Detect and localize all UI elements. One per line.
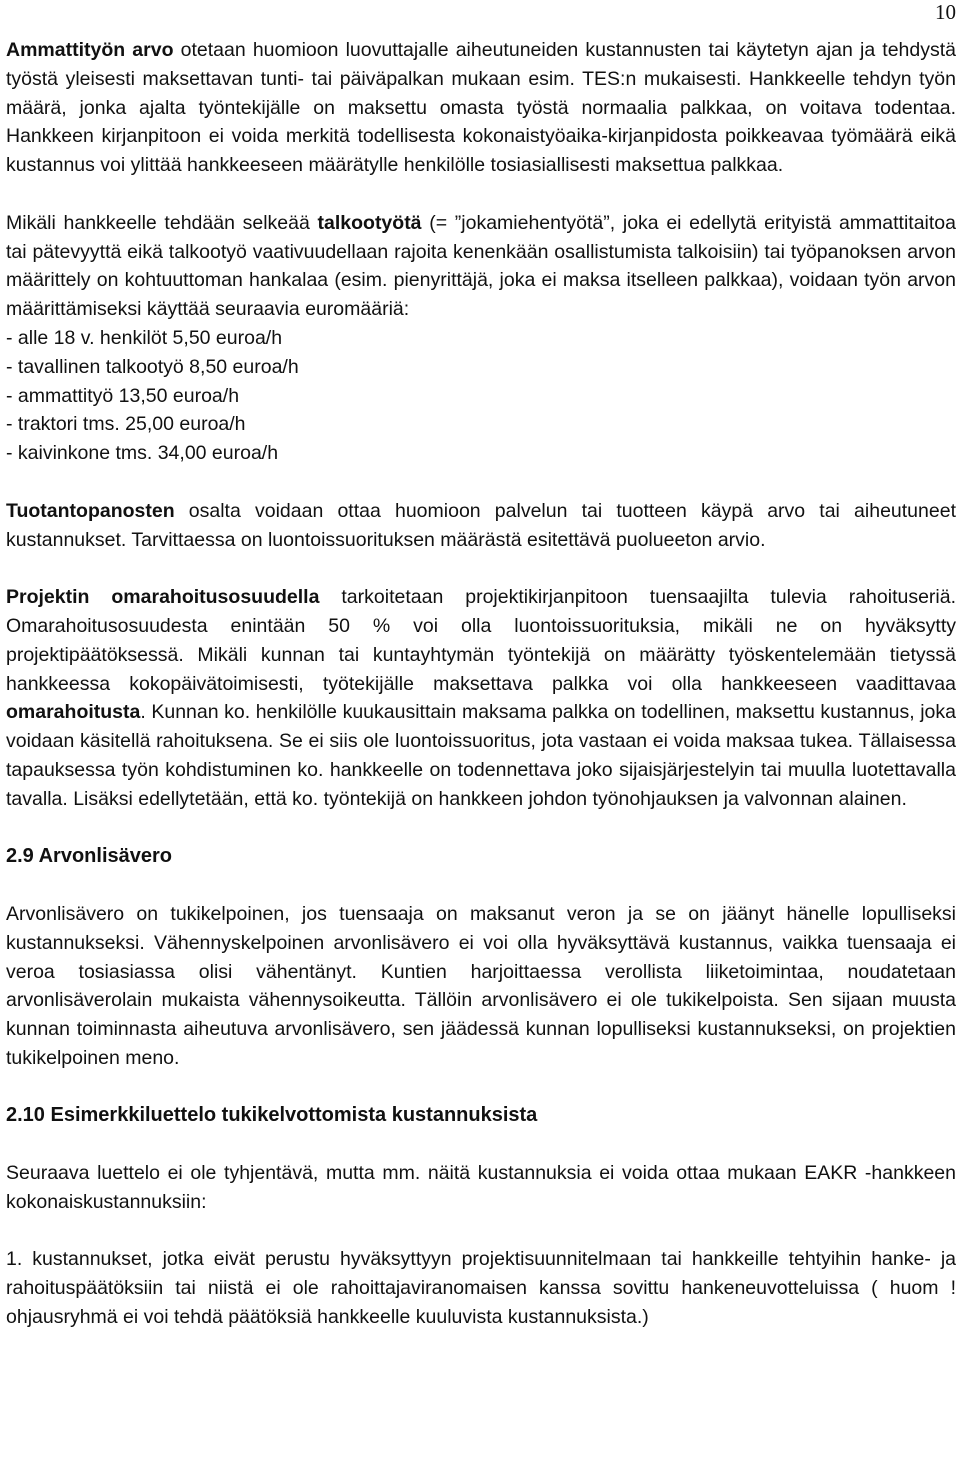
term-talkootyota: talkootyötä (317, 211, 422, 234)
paragraph-arvonlisavero: Arvonlisävero on tukikelpoinen, jos tuensaaja on maksanut veron ja se on jäänyt hänelle lopulliseksi kustannukseksi. Vähennyskelpoinen arvonlisävero ei voi olla hyväksyttävä kustannus, vaikka tuensaaja ei veroa tosiasiassa olisi vähentänyt. Kuntien harjoittaessa verollista liiketoimintaa, noudatetaan arvonlisäverolain mukaista vähennysoikeutta. Tällöin arvonlisävero ei ole tukikelpoista. Sen sijaan muusta kunnan toiminnasta aiheutuva arvonlisävero, sen jäädessä kunnan lopulliseksi kustannukseksi, on projektien tukikelpoinen meno. (6, 902, 956, 1069)
rate-item: - tavallinen talkootyö 8,50 euroa/h (6, 355, 299, 378)
rate-item: - traktori tms. 25,00 euroa/h (6, 413, 246, 436)
paragraph-tuotantopanokset (6, 497, 956, 555)
paragraph-ammattityo (6, 36, 956, 180)
paragraph-omarahoitus (6, 583, 956, 813)
section-heading-2-10: 2.10 Esimerkkiluettelo tukikelvottomista kustannuksista (6, 1104, 538, 1127)
rate-list (6, 324, 956, 468)
rate-item: - alle 18 v. henkilöt 5,50 euroa/h (6, 326, 283, 349)
paragraph-talkootyo (6, 209, 956, 468)
paragraph-lead: Mikäli hankkeelle tehdään selkeää (6, 211, 318, 234)
term-omarahoitusta: omarahoitusta (6, 701, 141, 724)
section-heading-2-9: 2.9 Arvonlisävero (6, 845, 173, 868)
paragraph-text: otetaan huomioon luovuttajalle aiheutuneiden kustannusten tai käytetyn ajan ja tehdystä työstä yleisesti maksettavan tunti- tai päiväpalkan mukaan esim. TES:n mukaisesti. Hankkeelle tehdyn työn määrä, jonka ajalta työntekijälle on maksettu omasta työstä normaalia palkkaa, on voitava todentaa. Hankkeen kirjanpitoon ei voida merkitä todellisesta kokonaistyöaika-kirjanpidosta poikkeavaa työmäärä eikä kustannus voi ylittää hankkeeseen määrätylle henkilölle tosiasiallisesti maksettua palkkaa. (6, 39, 957, 177)
paragraph-text: tarkoitetaan projektikirjanpitoon tuensaajilta tulevia rahoituseriä. Omarahoitusosuudesta enintään 50 % voi olla luontoissuorituksia, mikäli ne on hyväksytty projektipäätöksessä. Mikäli kunnan tai kuntayhtymän työntekijä on määrätty työskentelemään tietyssä hankkeessa kokopäivätoimisesti, työtekijälle maksettava palkka voi olla hankkeeseen vaadittavaa (6, 586, 957, 695)
page-number: 10 (935, 0, 956, 24)
paragraph-text: osalta voidaan ottaa huomioon palvelun tai tuotteen käypä arvo tai aiheutuneet kustannukset. Tarvittaessa on luontoissuorituksen määrästä esitettävä puolueeton arvio. (6, 499, 956, 551)
rate-item: - ammattityö 13,50 euroa/h (6, 384, 240, 407)
term-projektin-omarahoitusosuudella: Projektin omarahoitusosuudella (6, 586, 320, 609)
paragraph-text: . Kunnan ko. henkilölle kuukausittain maksama palkka on todellinen, maksettu kustannus, joka voidaan käsitellä rahoituksena. Se ei siis ole luontoissuoritus, jota vastaan ei voida maksaa tukea. Tällaisessa tapauksessa työn kohdistuminen ko. hankkeelle on todennettava joko sijaisjärjestelyin tai muulla luotettavalla tavalla. Lisäksi edellytetään, että ko. työntekijä on hankkeen johdon työnohjauksen ja valvonnan alainen. (6, 701, 956, 810)
term-ammattityon-arvo: Ammattityön arvo (6, 39, 174, 61)
paragraph-text: (= ”jokamiehentyötä”, joka ei edellytä erityistä ammattitaitoa tai pätevyyttä eikä talkootyö vaativuudellaan rajoita kenenkään osallistumista talkoisiin) tai työpanoksen arvon määrittely on kohtuuttoman hankalaa (esim. pienyrittäjä, joka ei maksa itselleen palkkaa), voidaan työn arvon määrittämiseksi käyttää seuraavia euromääriä: (6, 211, 956, 321)
rate-item: - kaivinkone tms. 34,00 euroa/h (6, 442, 279, 465)
paragraph-luettelo-intro: Seuraava luettelo ei ole tyhjentävä, mutta mm. näitä kustannuksia ei voida ottaa mukaan EAKR -hankkeen kokonaiskustannuksiin: (6, 1162, 956, 1213)
list-item-1: 1. kustannukset, jotka eivät perustu hyväksyttyyn projektisuunnitelmaan tai hankkeille tehtyihin hanke- ja rahoituspäätöksiin tai niistä ei ole rahoittajaviranomaisen kanssa sovittu hankeneuvotteluissa ( huom ! ohjausryhmä ei voi tehdä päätöksiä hankkeelle kuuluvista kustannuksista.) (6, 1248, 956, 1329)
term-tuotantopanosten: Tuotantopanosten (6, 499, 175, 522)
document-body (6, 36, 956, 1332)
